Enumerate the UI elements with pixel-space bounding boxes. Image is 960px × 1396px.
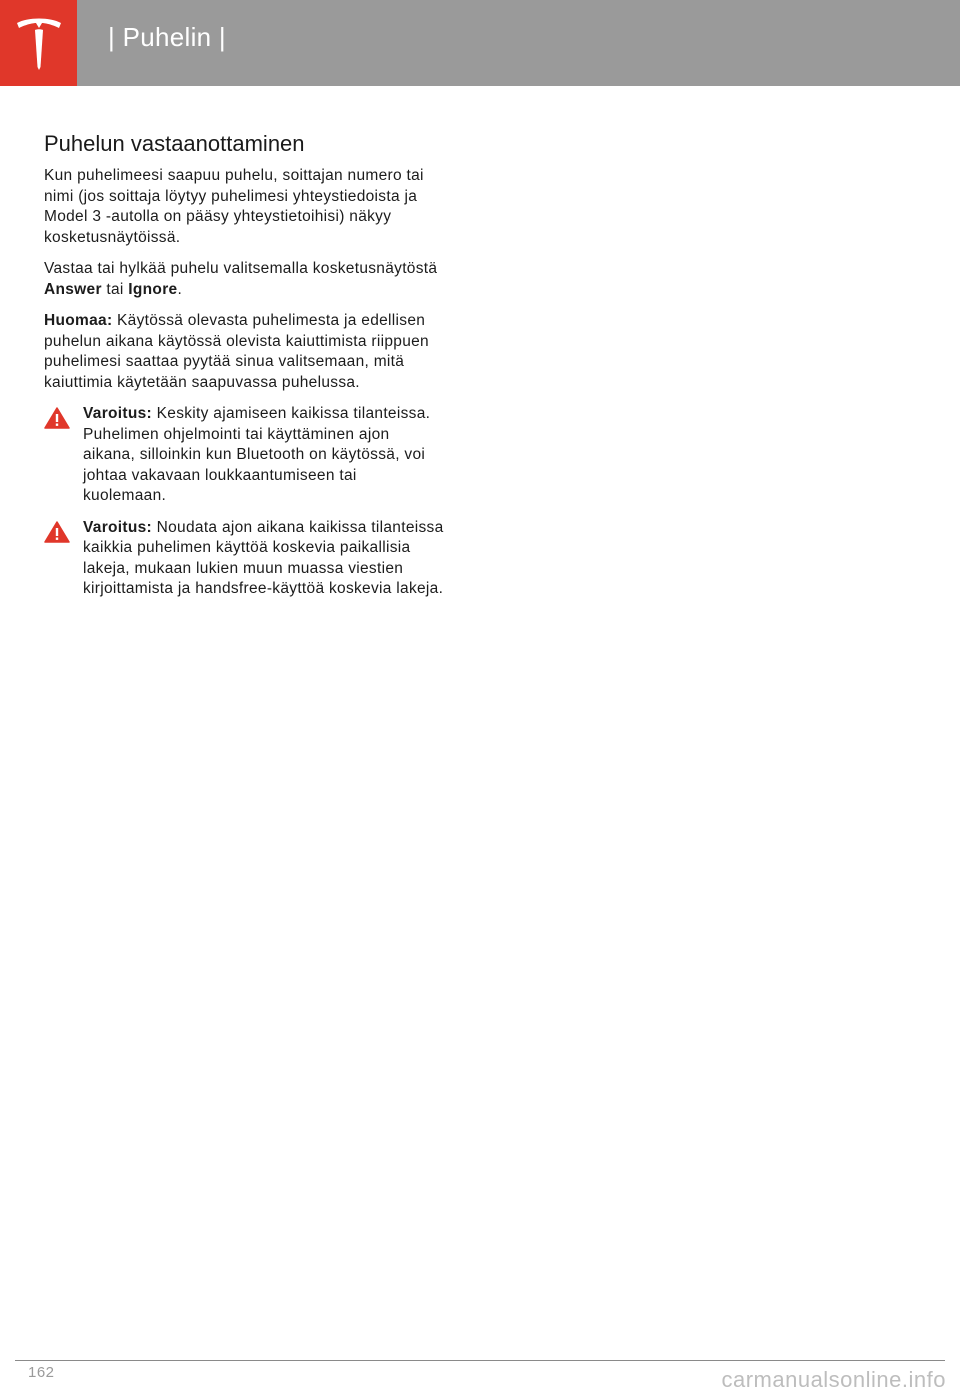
ignore-option-label: Ignore <box>128 280 178 298</box>
conjunction-text: tai <box>101 280 129 298</box>
section-heading: Puhelun vastaanottaminen <box>44 131 305 156</box>
watermark: carmanualsonline.info <box>721 1367 946 1392</box>
page-section-title: | Puhelin | <box>108 22 226 52</box>
note-text: Käytössä olevasta puhelimesta ja edellisen puhelun aikana käytössä olevista kaiuttimista riippuen puhelimesi saattaa pyytää sinua valitsemaan, mitä kaiuttimia käytetään saapuvassa puhelussa. <box>44 312 429 391</box>
warning-text-1 <box>83 404 444 507</box>
warning-block-2 <box>44 518 444 600</box>
warning-block-1 <box>44 404 444 507</box>
warning-body: Noudata ajon aikana kaikissa tilanteissa kaikkia puhelimen käyttöä koskevia paikallisia lakeja, mukaan lukien muun muassa viestien kirjoittamista ja handsfree-käyttöä koskevia lakeja. <box>83 518 444 597</box>
note-label: Huomaa: <box>44 312 113 329</box>
answer-option-label: Answer <box>44 280 102 298</box>
answer-instruction-text: Vastaa tai hylkää puhelu valitsemalla kosketusnäytöstä <box>44 260 438 277</box>
footer-divider <box>15 1360 945 1361</box>
header-bar <box>0 0 960 86</box>
warning-label: Varoitus: <box>83 518 153 536</box>
tesla-logo-icon <box>14 15 64 71</box>
warning-body: Keskity ajamiseen kaikissa tilanteissa. Puhelimen ohjelmointi tai käyttäminen ajon aikana, silloinkin kun Bluetooth on käytössä, voi johtaa vakavaan loukkaantumiseen tai kuolemaan. <box>83 405 431 504</box>
paragraph-incoming-call: Kun puhelimeesi saapuu puhelu, soittajan numero tai nimi (jos soittaja löytyy puhelimesi yhteystiedoista ja Model 3 -autolla on pääsy yhteystietoihisi) näkyy kosketusnäytöissä. <box>44 167 424 246</box>
note-paragraph <box>44 311 444 393</box>
page-number: 162 <box>28 1364 55 1381</box>
warning-triangle-icon <box>44 407 70 429</box>
warning-label: Varoitus: <box>83 405 153 422</box>
sentence-end: . <box>177 280 183 298</box>
warning-triangle-icon <box>44 521 70 543</box>
paragraph-answer-ignore <box>44 259 444 300</box>
warning-text-2 <box>83 518 444 600</box>
main-content <box>44 130 444 611</box>
logo-box <box>0 0 77 86</box>
